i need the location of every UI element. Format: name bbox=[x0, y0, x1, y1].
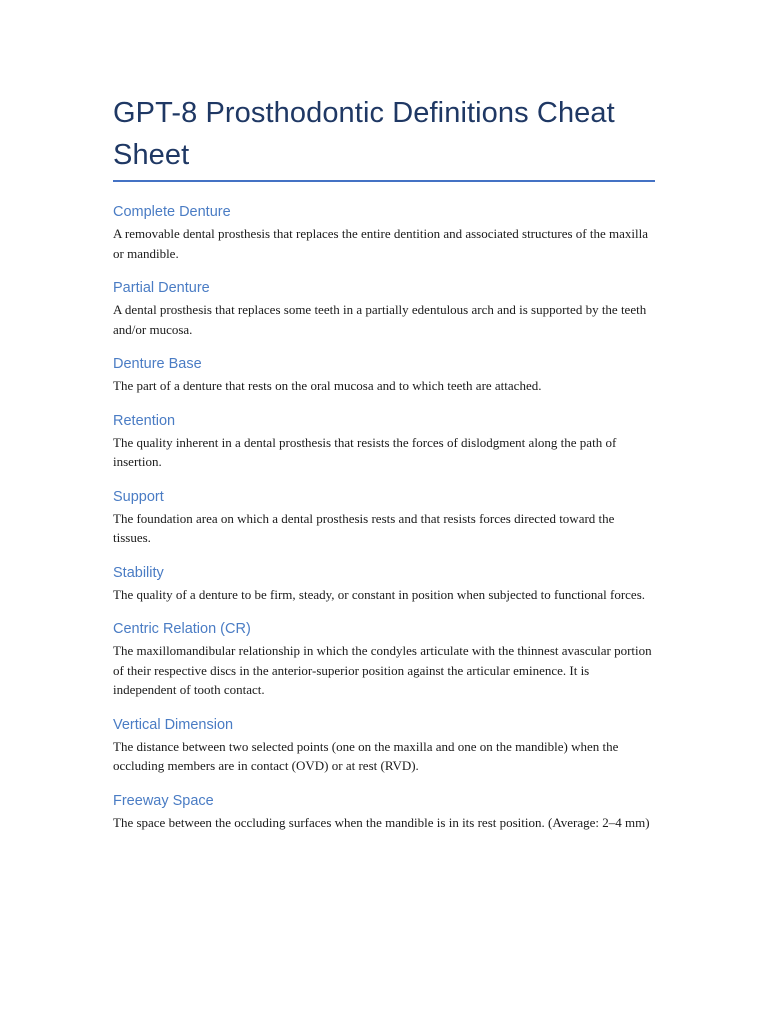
definition-text: A removable dental prosthesis that replaces the entire dentition and associated structures of the maxilla or mandible. bbox=[113, 226, 648, 261]
definition-text: The quality of a denture to be firm, steady, or constant in position when subjected to functional forces. bbox=[113, 586, 646, 602]
term-heading: Complete Denture bbox=[113, 204, 231, 220]
document-page bbox=[113, 92, 655, 848]
definition-text: A dental prosthesis that replaces some teeth in a partially edentulous arch and is supported by the teeth and/or mucosa. bbox=[113, 302, 647, 337]
term-heading: Stability bbox=[113, 564, 164, 581]
definition-text: The distance between two selected points (one on the maxilla and one on the mandible) when the occluding members are in contact (OVD) or at rest (RVD). bbox=[113, 738, 619, 773]
definition-text: The quality inherent in a dental prosthesis that resists the forces of dislodgment along the path of insertion. bbox=[113, 434, 617, 469]
definition-entry-stability bbox=[113, 564, 655, 605]
definition-entry-retention bbox=[113, 412, 655, 472]
document-title: GPT-8 Prosthodontic Definitions Cheat Sheet bbox=[113, 97, 615, 171]
term-heading: Freeway Space bbox=[113, 792, 214, 809]
definition-entry-support bbox=[113, 488, 655, 548]
term-heading: Support bbox=[113, 488, 164, 505]
definition-entry-centric-relation bbox=[113, 620, 655, 700]
definition-entry-vertical-dimension bbox=[113, 716, 655, 776]
definition-entry-complete-denture bbox=[113, 203, 655, 263]
definition-text: The foundation area on which a dental prosthesis rests and that resists forces directed toward the tissues. bbox=[113, 510, 615, 545]
term-heading: Partial Denture bbox=[113, 280, 210, 296]
definition-text: The space between the occluding surfaces when the mandible is in its rest position. (Average: 2–4 mm) bbox=[113, 814, 650, 830]
term-heading: Denture Base bbox=[113, 356, 202, 372]
term-heading: Centric Relation (CR) bbox=[113, 621, 251, 637]
definition-text: The part of a denture that rests on the oral mucosa and to which teeth are attached. bbox=[113, 378, 542, 393]
title-divider bbox=[113, 180, 655, 182]
definition-entry-partial-denture bbox=[113, 279, 655, 339]
definition-entry-denture-base bbox=[113, 355, 655, 396]
term-heading: Retention bbox=[113, 412, 176, 429]
definition-entry-freeway-space bbox=[113, 792, 655, 833]
term-heading: Vertical Dimension bbox=[113, 716, 234, 733]
definition-text: The maxillomandibular relationship in which the condyles articulate with the thinnest avascular portion of their respective discs in the anterior-superior position against the articular eminence. It is independent of tooth contact. bbox=[113, 643, 652, 697]
